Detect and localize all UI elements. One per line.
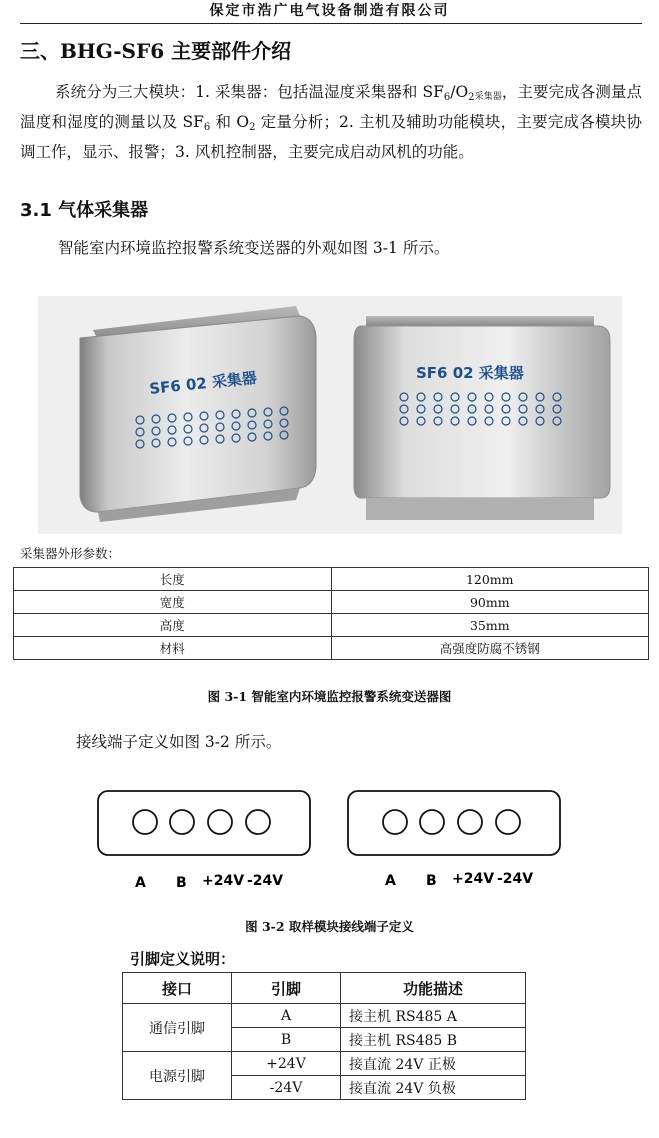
- terminal-label-a: A: [385, 873, 396, 889]
- table-row: [14, 637, 649, 660]
- appearance-paragraph: 智能室内环境监控报警系统变送器的外观如图 3-1 所示。: [58, 239, 450, 257]
- collector-photo: [38, 296, 622, 534]
- terminal-hole: [208, 810, 232, 834]
- figure-3-2-caption: 图 3-2 取样模块接线端子定义: [245, 919, 414, 934]
- right-device-label: SF6 02 采集器: [416, 364, 524, 382]
- dims-table: [13, 567, 649, 660]
- terminal-paragraph: 接线端子定义如图 3-2 所示。: [76, 733, 282, 751]
- pin-def-table: [122, 972, 526, 1100]
- group-comm: 通信引脚: [123, 1004, 232, 1052]
- left-terminal-block: [98, 791, 310, 855]
- right-terminal-block: [348, 791, 560, 855]
- terminal-hole: [246, 810, 270, 834]
- group-power: 电源引脚: [123, 1052, 232, 1100]
- dim-name: 高度: [14, 614, 332, 637]
- terminal-label-b: B: [426, 873, 437, 889]
- func-cell: 接主机 RS485 A: [341, 1004, 526, 1028]
- table-row: [14, 614, 649, 637]
- header-divider: [20, 23, 642, 24]
- terminal-hole: [420, 810, 444, 834]
- table-row: [14, 591, 649, 614]
- terminal-label-plus24: +24V: [452, 871, 495, 887]
- terminal-diagram: [95, 788, 565, 893]
- dim-name: 长度: [14, 568, 332, 591]
- pin-def-title: 引脚定义说明：: [130, 950, 236, 968]
- pin-cell: +24V: [232, 1052, 341, 1076]
- table-row: [123, 1004, 526, 1028]
- header-pin: 引脚: [232, 973, 341, 1004]
- terminal-hole: [496, 810, 520, 834]
- dim-name: 宽度: [14, 591, 332, 614]
- func-cell: 接直流 24V 正极: [341, 1052, 526, 1076]
- section-title: 三、BHG-SF6 主要部件介绍: [20, 39, 292, 63]
- header-function: 功能描述: [341, 973, 526, 1004]
- page-header: 保定市浩广电气设备制造有限公司: [209, 3, 450, 19]
- left-device-label: SF6 02 采集器: [148, 368, 258, 398]
- dims-caption: 采集器外形参数：: [20, 546, 121, 561]
- func-cell: 接直流 24V 负极: [341, 1076, 526, 1100]
- pin-cell: B: [232, 1028, 341, 1052]
- dim-value: 35mm: [331, 614, 649, 637]
- pin-cell: A: [232, 1004, 341, 1028]
- terminal-label-minus24: -24V: [497, 871, 534, 887]
- terminal-hole: [133, 810, 157, 834]
- terminal-hole: [383, 810, 407, 834]
- intro-paragraph: 系统分为三大模块：1. 采集器：包括温湿度采集器和 $SF_6/O_2$采集器，主要完成各测量点温度和湿度的测量以及 $SF_6$ 和 $O_2$ 定量分析；2. 主机及辅助功能模块，主要完成各模块协调工作，显示、报警；3. 风机控制器，主要完成启动风机的功能。: [20, 83, 643, 161]
- terminal-label-minus24: -24V: [247, 873, 284, 889]
- dim-value: 高强度防腐不锈钢: [331, 637, 649, 660]
- table-row: [14, 568, 649, 591]
- pin-cell: -24V: [232, 1076, 341, 1100]
- func-cell: 接主机 RS485 B: [341, 1028, 526, 1052]
- table-header-row: [123, 973, 526, 1004]
- header-interface: 接口: [123, 973, 232, 1004]
- right-device-body: [354, 326, 610, 498]
- figure-3-1-caption: 图 3-1 智能室内环境监控报警系统变送器图: [207, 689, 452, 704]
- terminal-hole: [458, 810, 482, 834]
- terminal-hole: [170, 810, 194, 834]
- subsection-title: 3.1 气体采集器: [20, 200, 149, 221]
- dim-name: 材料: [14, 637, 332, 660]
- dim-value: 90mm: [331, 591, 649, 614]
- terminal-label-plus24: +24V: [202, 873, 245, 889]
- table-row: [123, 1052, 526, 1076]
- terminal-label-b: B: [176, 875, 187, 891]
- right-device-rail: [366, 316, 594, 326]
- terminal-label-a: A: [135, 875, 146, 891]
- dim-value: 120mm: [331, 568, 649, 591]
